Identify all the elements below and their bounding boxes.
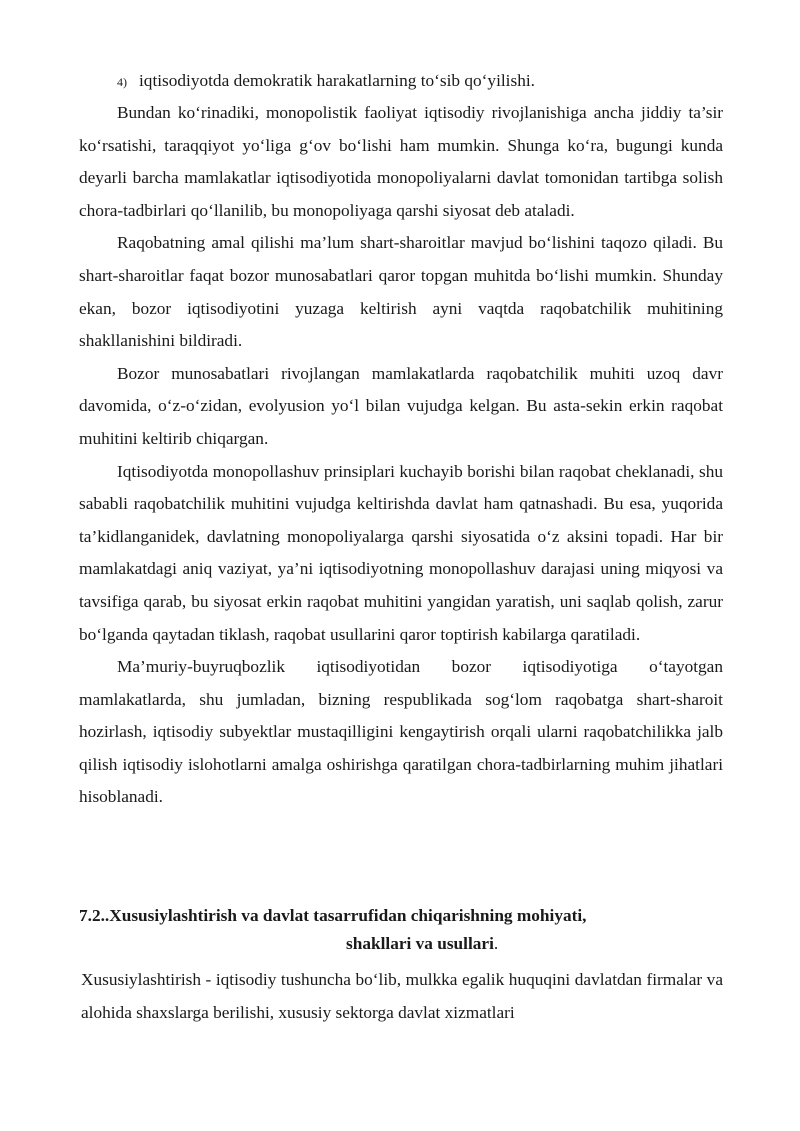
paragraph: Ma’muriy-buyruqbozlik iqtisodiyotidan bozor iqtisodiyotiga o‘tayotgan mamlakatlarda, shu jumladan, bizning respublikada sog‘lom raqobatga shart-sharoit hozirlash, iqtisodiy subyektlar mustaqilligini kengaytirish orqali ularni raqobatchilikka jalb qilish iqtisodiy islohotlarni amalga oshirishga qaratilgan chora-tadbirlarning muhim jihatlari hisoblanadi. (79, 657, 723, 807)
paragraph: Raqobatning amal qilishi ma’lum shart-sharoitlar mavjud bo‘lishini taqozo qiladi. Bu shart-sharoitlar faqat bozor munosabatlari qaror topgan muhitda bo‘lishi mumkin. Shunday ekan, bozor iqtisodiyotini yuzaga keltirish ayni vaqtda raqobatchilik muhitining shakllanishini bildiradi. (79, 233, 723, 351)
paragraph: Bundan ko‘rinadiki, monopolistik faoliyat iqtisodiy rivojlanishiga ancha jiddiy ta’sir ko‘rsatishi, taraqqiyot yo‘liga g‘ov bo‘lishi ham mumkin. Shunga ko‘ra, bugungi kunda deyarli barcha mamlakatlar iqtisodiyotida monopoliyalarni davlat tomonidan tartibga solish chora-tadbirlari qo‘llanilib, bu monopoliyaga qarshi siyosat deb ataladi. (79, 103, 723, 220)
list-item-text: iqtisodiyotda demokratik harakatlarning to‘sib qo‘yilishi. (139, 71, 535, 90)
body-text (79, 97, 723, 814)
section-heading-period: . (493, 934, 499, 953)
paragraph: Iqtisodiyotda monopollashuv prinsiplari kuchayib borishi bilan raqobat cheklanadi, shu sababli raqobatchilik muhitini vujudga keltirishda davlat ham qatnashadi. Bu esa, yuqorida ta’kidlanganidek, davlatning monopoliyalarga qarshi siyosatida o‘z aksini topadi. Har bir mamlakatdagi aniq vaziyat, ya’ni iqtisodiyotning monopollashuv darajasi uning miqyosi va tavsifiga qarab, bu siyosat erkin raqobat muhitini yangidan yaratish, uni saqlab qolish, zarur bo‘lganda qaytadan tiklash, raqobat usullarini qaror toptirish kabilarga qaratiladi. (79, 461, 723, 644)
paragraph: Bozor munosabatlari rivojlangan mamlakatlarda raqobatchilik muhiti uzoq davr davomida, o‘z-o‘zidan, evolyusion yo‘l bilan vujudga kelgan. Bu asta-sekin erkin raqobat muhitini keltirib chiqargan. (79, 363, 723, 448)
list-item (117, 67, 535, 96)
section-heading-line2: shakllari va usullari (346, 934, 494, 953)
paragraph: Xususiylashtirish - iqtisodiy tushuncha bo‘lib, mulkka egalik huquqini davlatdan firmalar va alohida shaxslarga berilishi, xususiy sektorga davlat xizmatlari (81, 970, 723, 1022)
section-body (81, 963, 723, 1029)
section-heading-continuation (346, 930, 498, 958)
section-heading: 7.2..Xususiylashtirish va davlat tasarrufidan chiqarishning mohiyati, (79, 906, 587, 925)
list-item-number: 4) (117, 75, 127, 89)
